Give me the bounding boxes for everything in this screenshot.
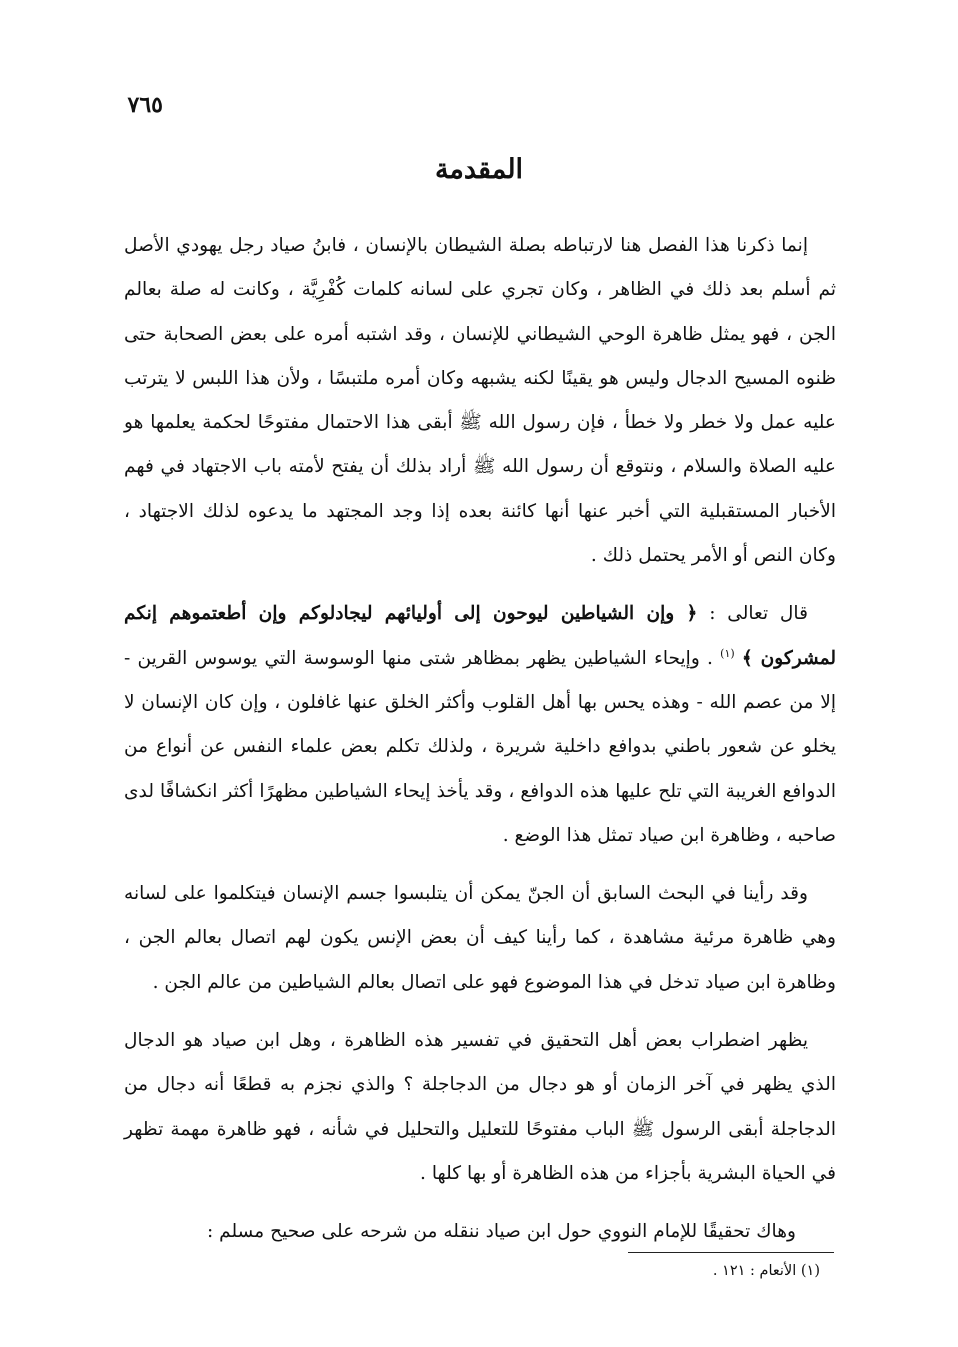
paragraph-nawawi-intro: وهاك تحقيقًا للإمام النووي حول ابن صياد ننقله من شرحه على صحيح مسلم :	[206, 1221, 796, 1243]
verse-commentary: . وإيحاء الشياطين يظهر بمظاهر شتى منها الوسوسة التي يوسوس القرين - إلا من عصم الله - وهذه يحس بها أهل القلوب وأكثر الخلق عنها غافلون ، وإن كان الإنسان لا يخلو عن شعور باطني بدوافع داخلية شريرة ، ولذلك تكلم بعض علماء النفس عن أنواع من الدوافع الغريبة التي تلح عليها هذه الدوافع ، وقد يأخذ إيحاء الشياطين مظهرًا أكثر انكشافًا لدى صاحبه ، وظاهرة ابن صياد تمثل هذا الوضع .	[124, 647, 836, 846]
footnote: (١) الأنعام : ١٢١ .	[712, 1263, 820, 1279]
footnote-divider	[628, 1252, 834, 1253]
chapter-title: المقدمة	[434, 154, 524, 185]
page-number: ٧٦٥	[127, 92, 163, 118]
paragraph-quran-verse	[124, 592, 836, 858]
paragraph-scholars-opinion: يظهر اضطراب بعض أهل التحقيق في تفسير هذه الظاهرة ، وهل ابن صياد هو الدجال الذي يظهر في آخر الزمان أو هو دجال من الدجاجلة ؟ والذي نجزم به قطعًا أنه دجال من الدجاجلة أبقى الرسول ﷺ الباب مفتوحًا للتعليل والتحليل في شأنه ، فهو ظاهرة مهمة تظهر في الحياة البشرية بأجزاء من هذه الظاهرة أو بها كلها .	[124, 1030, 836, 1184]
paragraph-intro-ibn-sayyad: إنما ذكرنا هذا الفصل هنا لارتباطه بصلة الشيطان بالإنسان ، فابنُ صياد رجل يهودي الأصل ثم أسلم بعد ذلك في الظاهر ، وكان تجري على لسانه كلمات كُفْرِيَّة ، وكانت له صلة بعالم الجن ، فهو يمثل ظاهرة الوحي الشيطاني للإنسان ، وقد اشتبه أمره على بعض الصحابة حتى ظنوه المسيح الدجال وليس هو يقينًا لكنه يشبهه وكان أمره ملتبسًا ، ولأن هذا اللبس لا يترتب عليه عمل ولا خطر ولا خطأ ، فإن رسول الله ﷺ أبقى هذا الاحتمال مفتوحًا لحكمة يعلمها هو عليه الصلاة والسلام ، ونتوقع أن رسول الله ﷺ أراد بذلك أن يفتح لأمته باب الاجتهاد في فهم الأخبار المستقبلية التي أخبر عنها أنها كائنة بعده إذا وجد المجتهد ما يدعوه لذلك الاجتهاد ، وكان النص أو الأمر يحتمل ذلك .	[124, 235, 836, 567]
body-text	[124, 224, 836, 1255]
quran-quote: ﴿ وإن الشياطين ليوحون إلى أوليائهم ليجادلوكم وإن أطعتموهم إنكم لمشركون ﴾	[124, 603, 836, 669]
paragraph-jinn-possession: وقد رأينا في البحث السابق أن الجنّ يمكن أن يتلبسوا جسم الإنسان فيتكلموا على لسانه وهي ظاهرة مرئية مشاهدة ، كما رأينا كيف أن بعض الإنس يكون لهم اتصال بعالم الجن ، وظاهرة ابن صياد تدخل في هذا الموضوع فهو على اتصال بعالم الشياطين من عالم الجن .	[124, 883, 836, 993]
footnote-reference[interactable]: (١)	[720, 646, 735, 660]
verse-intro: قال تعالى :	[697, 603, 808, 625]
